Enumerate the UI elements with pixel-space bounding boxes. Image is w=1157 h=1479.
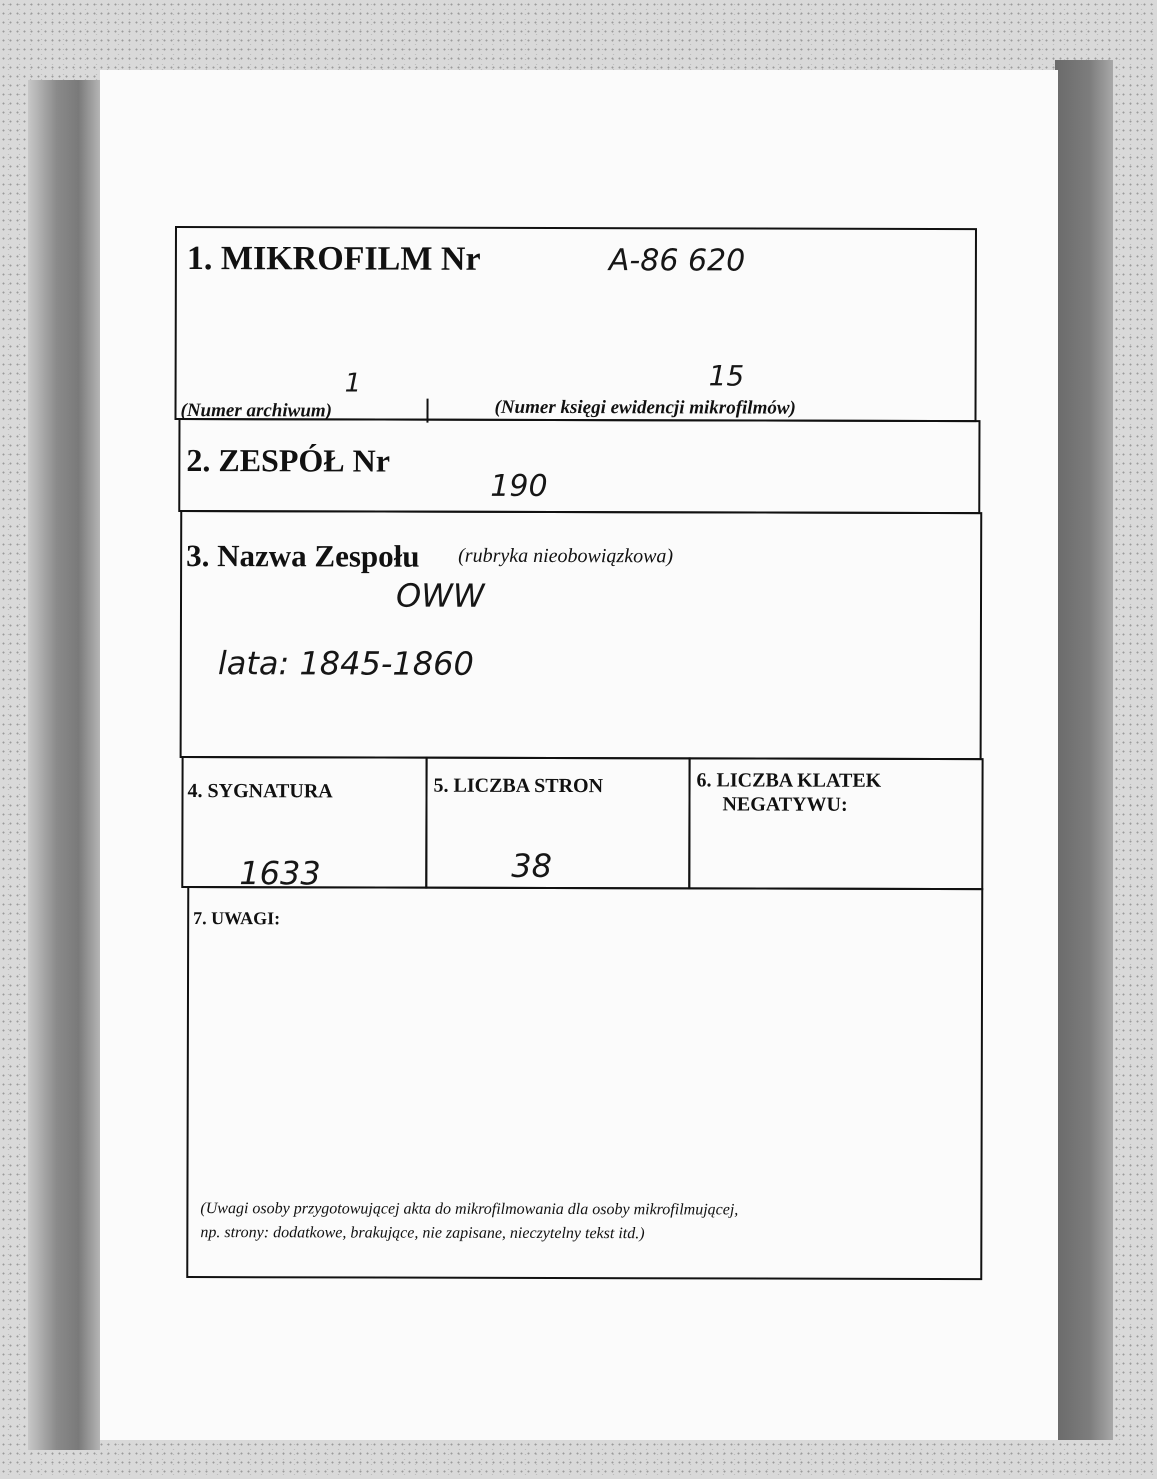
negative-frames-label-1: 6. LICZBA KLATEK bbox=[696, 769, 882, 792]
negative-frames-label-2: NEGATYWU: bbox=[722, 793, 848, 816]
microfilm-label: 1. MIKROFILM Nr bbox=[186, 240, 481, 278]
archive-number-value: 1 bbox=[344, 368, 362, 399]
remarks-label: 7. UWAGI: bbox=[193, 908, 281, 929]
field-microfilm-number bbox=[174, 226, 977, 422]
scan-shadow-right bbox=[1055, 60, 1113, 1440]
fonds-label: 2. ZESPÓŁ Nr bbox=[186, 442, 391, 479]
field-page-count bbox=[425, 757, 690, 890]
fonds-value: 190 bbox=[490, 468, 548, 504]
remarks-footnote-2: np. strony: dodatkowe, brakujące, nie zapisane, nieczytelny tekst itd.) bbox=[200, 1224, 645, 1243]
field-remarks bbox=[186, 886, 983, 1280]
field-negative-frames bbox=[688, 757, 983, 890]
signature-value: 1633 bbox=[239, 854, 321, 893]
register-number-value: 15 bbox=[708, 359, 745, 393]
signature-label: 4. SYGNATURA bbox=[187, 780, 333, 803]
remarks-footnote-1: (Uwagi osoby przygotowującej akta do mikrofilmowania dla osoby mikrofilmującej, bbox=[200, 1200, 739, 1219]
microfilm-form bbox=[172, 226, 983, 1280]
fonds-name-label: 3. Nazwa Zespołu bbox=[186, 538, 420, 574]
scan-shadow-left bbox=[28, 80, 100, 1450]
field-signature bbox=[181, 756, 427, 893]
field-fonds-number bbox=[178, 418, 980, 514]
microfilm-value: A-86 620 bbox=[608, 243, 746, 279]
register-number-label: (Numer księgi ewidencji mikrofilmów) bbox=[494, 396, 796, 419]
field-fonds-name bbox=[180, 510, 983, 760]
fonds-name-value: OWW bbox=[395, 576, 485, 615]
fonds-name-note: (rubryka nieobowiązkowa) bbox=[458, 544, 674, 568]
page-count-label: 5. LICZBA STRON bbox=[433, 774, 604, 798]
archive-number-label: (Numer archiwum) bbox=[180, 400, 333, 422]
page-count-value: 38 bbox=[511, 846, 553, 885]
fonds-years-value: lata: 1845-1860 bbox=[217, 644, 474, 683]
